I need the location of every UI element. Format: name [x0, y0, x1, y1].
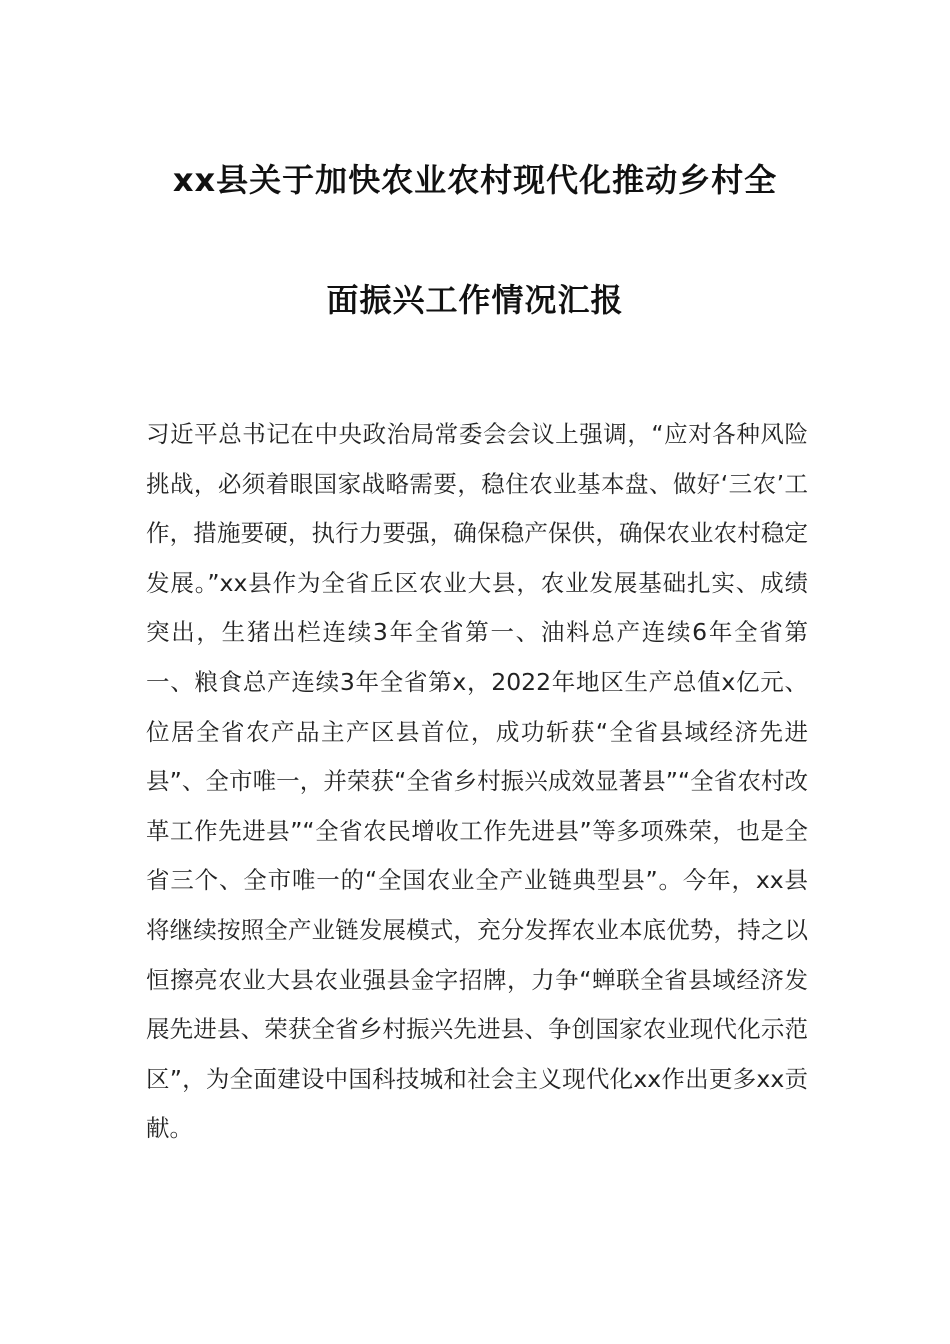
body-paragraph: 习近平总书记在中央政治局常委会会议上强调，“应对各种风险挑战，必须着眼国家战略需要，稳住农业基本盘、做好‘三农’工作，措施要硬，执行力要强，确保稳产保供，确保农业农村稳定发展。”xx县作为全省丘区农业大县，农业发展基础扎实、成绩突出，生猪出栏连续3年全省第一、油料总产连续6年全省第一、粮食总产连续3年全省第x，2022年地区生产总值x亿元、位居全省农产品主产区县首位，成功斩获“全省县域经济先进县”、全市唯一，并荣获“全省乡村振兴成效显著县”“全省农村改革工作先进县”“全省农民增收工作先进县”等多项殊荣，也是全省三个、全市唯一的“全国农业全产业链典型县”。今年，xx县将继续按照全产业链发展模式，充分发挥农业本底优势，持之以恒擦亮农业大县农业强县金字招牌，力争“蝉联全省县域经济发展先进县、荣获全省乡村振兴先进县、争创国家农业现代化示范区”，为全面建设中国科技城和社会主义现代化xx作出更多xx贡献。	[146, 420, 808, 1143]
document-title-line-2: 面振兴工作情况汇报	[326, 281, 624, 319]
document-title-line-1: xx县关于加快农业农村现代化推动乡村全	[172, 161, 778, 199]
